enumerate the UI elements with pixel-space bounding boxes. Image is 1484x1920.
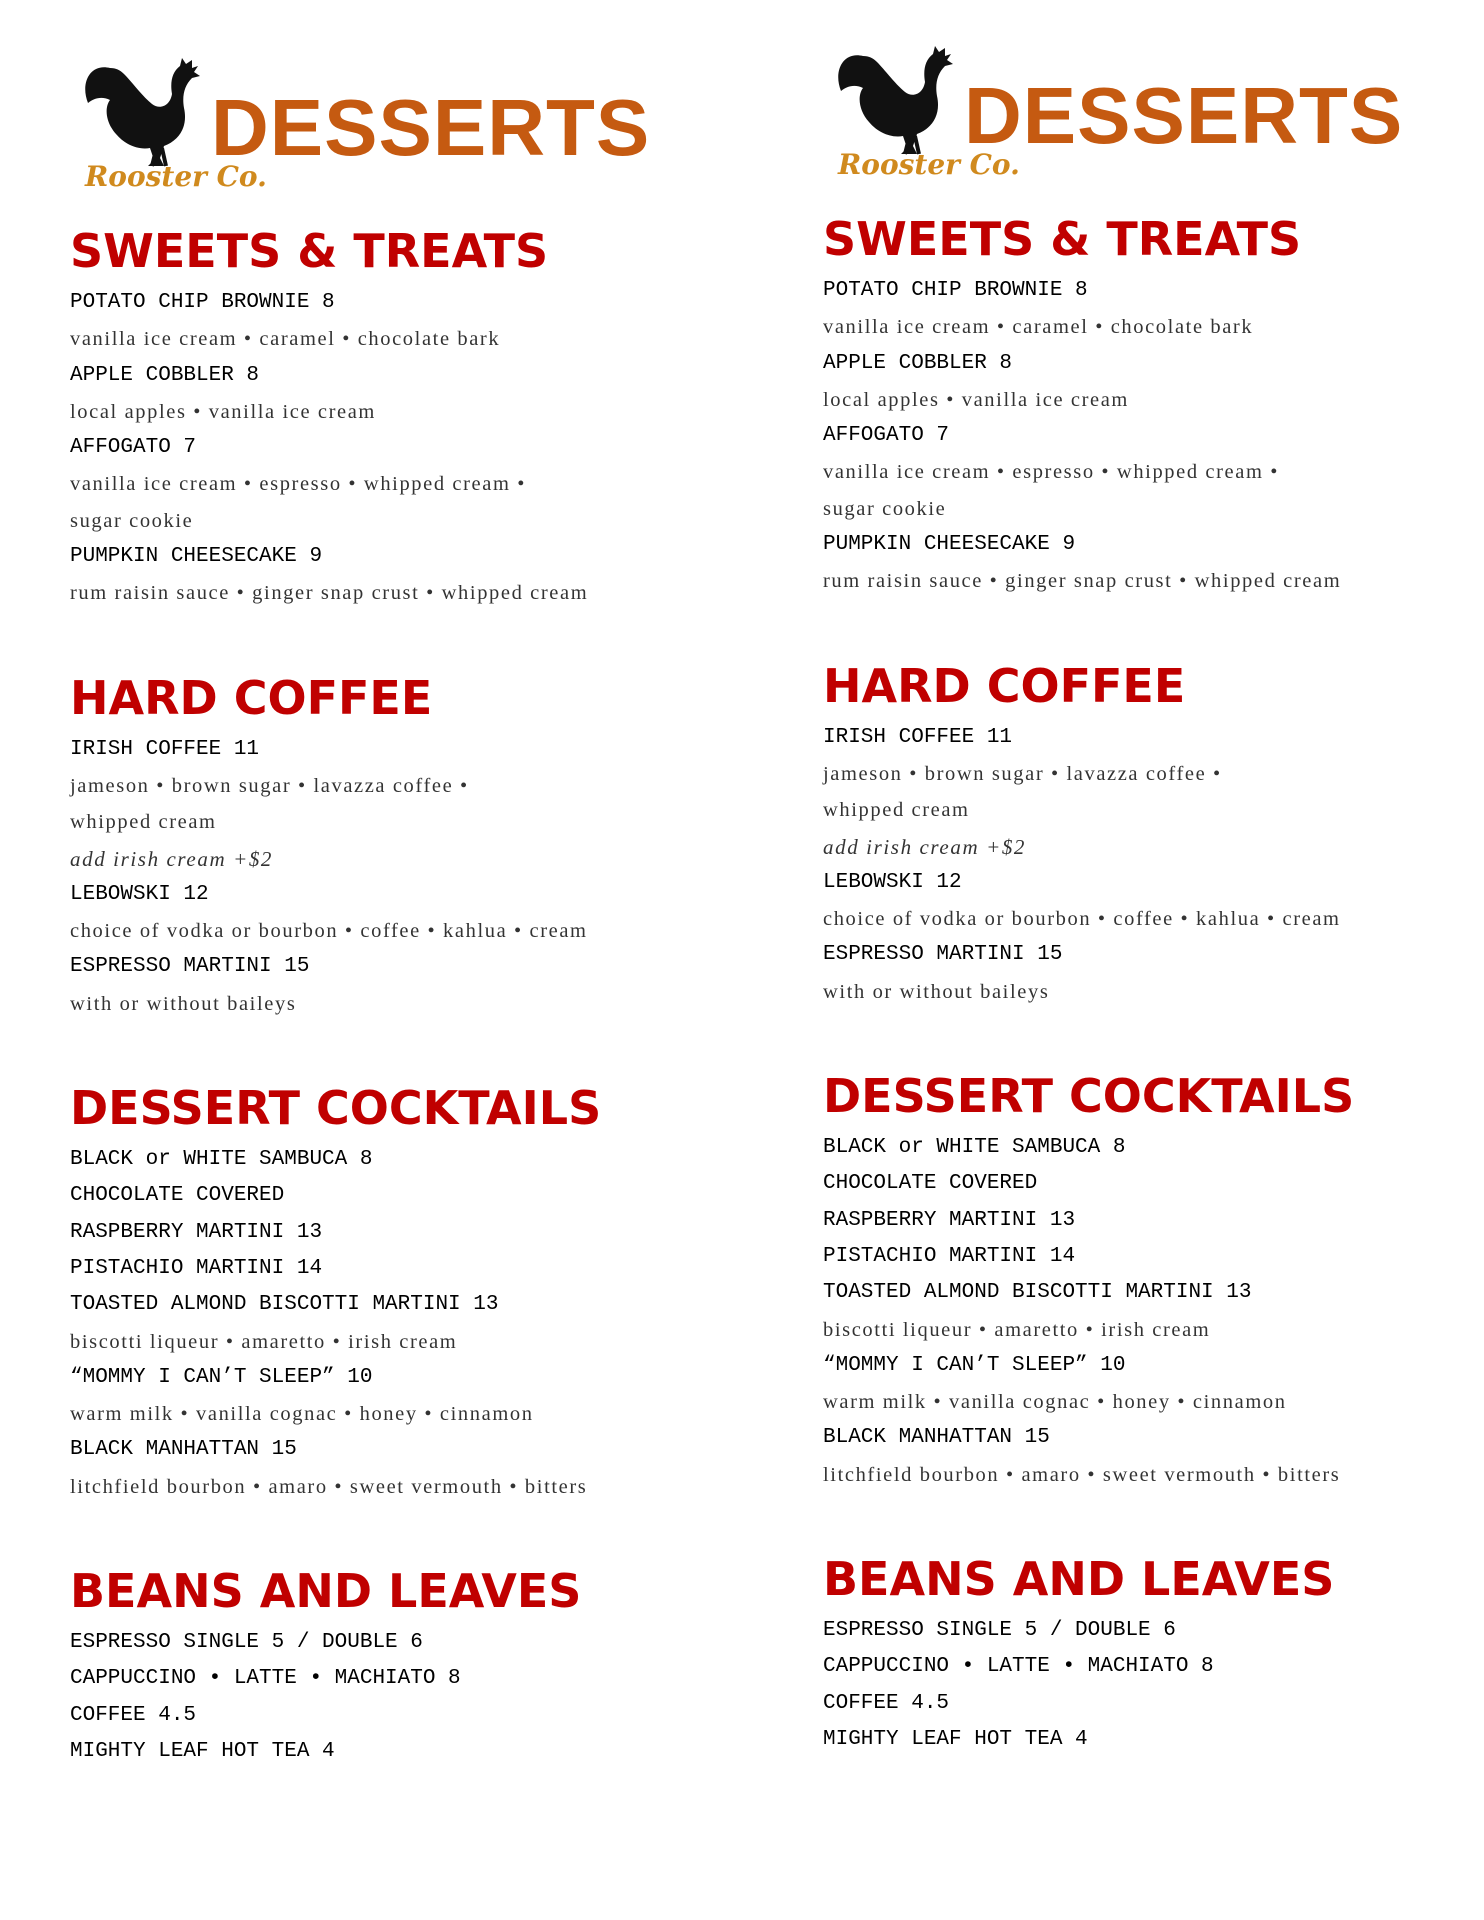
menu-note: add irish cream +$2 [823,834,1027,859]
menu-item-description: warm milk • vanilla cognac • honey • cinnamon [823,1391,1287,1414]
menu-item: COFFEE 4.5 [70,1703,197,1727]
menu-section [70,1080,770,1505]
menu-item: ESPRESSO MARTINI 15 [823,943,1063,967]
menu-item-description: vanilla ice cream • espresso • whipped cream • [823,461,1280,484]
section-title: BEANS AND LEAVES [70,1564,582,1619]
menu-item: AFFOGATO 7 [823,424,950,448]
menu-item: BLACK MANHATTAN 15 [823,1426,1050,1450]
menu-item: MIGHTY LEAF HOT TEA 4 [823,1727,1088,1751]
menu-header [70,48,770,223]
menu-item: PISTACHIO MARTINI 14 [70,1256,323,1280]
menu-section [70,223,770,612]
menu-section [823,1551,1484,1758]
menu-item: IRISH COFFEE 11 [70,737,260,761]
menu-item-description: litchfield bourbon • amaro • sweet vermouth • bitters [823,1463,1341,1486]
menu-item-description: with or without baileys [823,980,1050,1003]
menu-item: BLACK or WHITE SAMBUCA 8 [70,1148,373,1172]
menu-item: RASPBERRY MARTINI 13 [823,1208,1076,1232]
menu-item: “MOMMY I CAN’T SLEEP” 10 [823,1353,1126,1377]
menu-item-description: jameson • brown sugar • lavazza coffee • [70,774,469,797]
menu-sections [70,223,770,1770]
section-title: DESSERT COCKTAILS [823,1069,1355,1124]
page-title: DESSERTS [211,83,651,172]
menu-item: MIGHTY LEAF HOT TEA 4 [70,1739,335,1763]
section-title: SWEETS & TREATS [70,224,549,278]
section-title: BEANS AND LEAVES [823,1552,1335,1607]
section-title: HARD COFFEE [823,658,1186,713]
menu-item-description: with or without baileys [70,992,297,1015]
menu-note: add irish cream +$2 [70,846,274,871]
brand-logo: Rooster Co. [85,160,267,193]
menu-item-description: warm milk • vanilla cognac • honey • cinnamon [70,1403,534,1426]
menu-item: TOASTED ALMOND BISCOTTI MARTINI 13 [823,1281,1252,1305]
rooster-icon [833,36,973,158]
menu-item: RASPBERRY MARTINI 13 [70,1220,323,1244]
menu-item-description: whipped cream [823,799,970,822]
page-title: DESSERTS [964,71,1404,160]
menu-item: CHOCOLATE COVERED [70,1184,285,1208]
menu-item-description: local apples • vanilla ice cream [823,388,1129,411]
menu-item-description: vanilla ice cream • caramel • chocolate bark [70,328,501,351]
menu-section [823,1068,1484,1493]
menu-item-description: sugar cookie [70,509,194,532]
menu-item: ESPRESSO SINGLE 5 / DOUBLE 6 [70,1631,423,1655]
menu-item: BLACK or WHITE SAMBUCA 8 [823,1136,1126,1160]
menu-item-description: biscotti liqueur • amaretto • irish cream [823,1318,1211,1341]
menu-item: BLACK MANHATTAN 15 [70,1438,297,1462]
section-title: HARD COFFEE [70,670,433,725]
section-title: SWEETS & TREATS [823,212,1302,266]
section-title: DESSERT COCKTAILS [70,1081,602,1136]
menu-item: PUMPKIN CHEESECAKE 9 [70,545,323,569]
menu-item-description: vanilla ice cream • caramel • chocolate bark [823,316,1254,339]
menu-item-description: litchfield bourbon • amaro • sweet vermouth • bitters [70,1475,588,1498]
menu-item: LEBOWSKI 12 [823,870,962,894]
menu-item: POTATO CHIP BROWNIE 8 [823,279,1088,302]
menu-item-description: rum raisin sauce • ginger snap crust • whipped cream [823,570,1342,593]
menu-item: CAPPUCCINO • LATTE • MACHIATO 8 [823,1655,1214,1679]
menu-item: APPLE COBBLER 8 [823,351,1013,375]
menu-header [823,36,1484,211]
menu-item-description: choice of vodka or bourbon • coffee • kahlua • cream [70,920,588,943]
menu-item: TOASTED ALMOND BISCOTTI MARTINI 13 [70,1293,499,1317]
menu-item-description: biscotti liqueur • amaretto • irish cream [70,1330,458,1353]
menu-item: POTATO CHIP BROWNIE 8 [70,291,335,314]
menu-section [823,658,1484,1010]
menu-item: LEBOWSKI 12 [70,882,209,906]
menu-item: PUMPKIN CHEESECAKE 9 [823,533,1076,557]
menu-item: PISTACHIO MARTINI 14 [823,1244,1076,1268]
menu-item: COFFEE 4.5 [823,1691,950,1715]
menu-item: APPLE COBBLER 8 [70,363,260,387]
menu-section [823,211,1484,600]
rooster-icon [80,48,220,170]
menu-item-description: rum raisin sauce • ginger snap crust • whipped cream [70,582,589,605]
menu-item-description: local apples • vanilla ice cream [70,400,376,423]
menu-section [70,670,770,1022]
menu-item: CHOCOLATE COVERED [823,1172,1038,1196]
menu-left [70,0,770,1828]
menu-item-description: choice of vodka or bourbon • coffee • kahlua • cream [823,908,1341,931]
menu-item-description: sugar cookie [823,497,947,520]
menu-item: CAPPUCCINO • LATTE • MACHIATO 8 [70,1667,461,1691]
menu-right [823,0,1484,1816]
menu-section [70,1563,770,1770]
menu-item: ESPRESSO MARTINI 15 [70,955,310,979]
menu-sections [823,211,1484,1758]
menu-item-description: jameson • brown sugar • lavazza coffee • [823,762,1222,785]
menu-item: “MOMMY I CAN’T SLEEP” 10 [70,1365,373,1389]
menu-item-description: vanilla ice cream • espresso • whipped cream • [70,473,527,496]
menu-item: IRISH COFFEE 11 [823,725,1013,749]
menu-item: AFFOGATO 7 [70,436,197,460]
menu-item: ESPRESSO SINGLE 5 / DOUBLE 6 [823,1619,1176,1643]
brand-logo: Rooster Co. [838,148,1020,181]
menu-item-description: whipped cream [70,811,217,834]
